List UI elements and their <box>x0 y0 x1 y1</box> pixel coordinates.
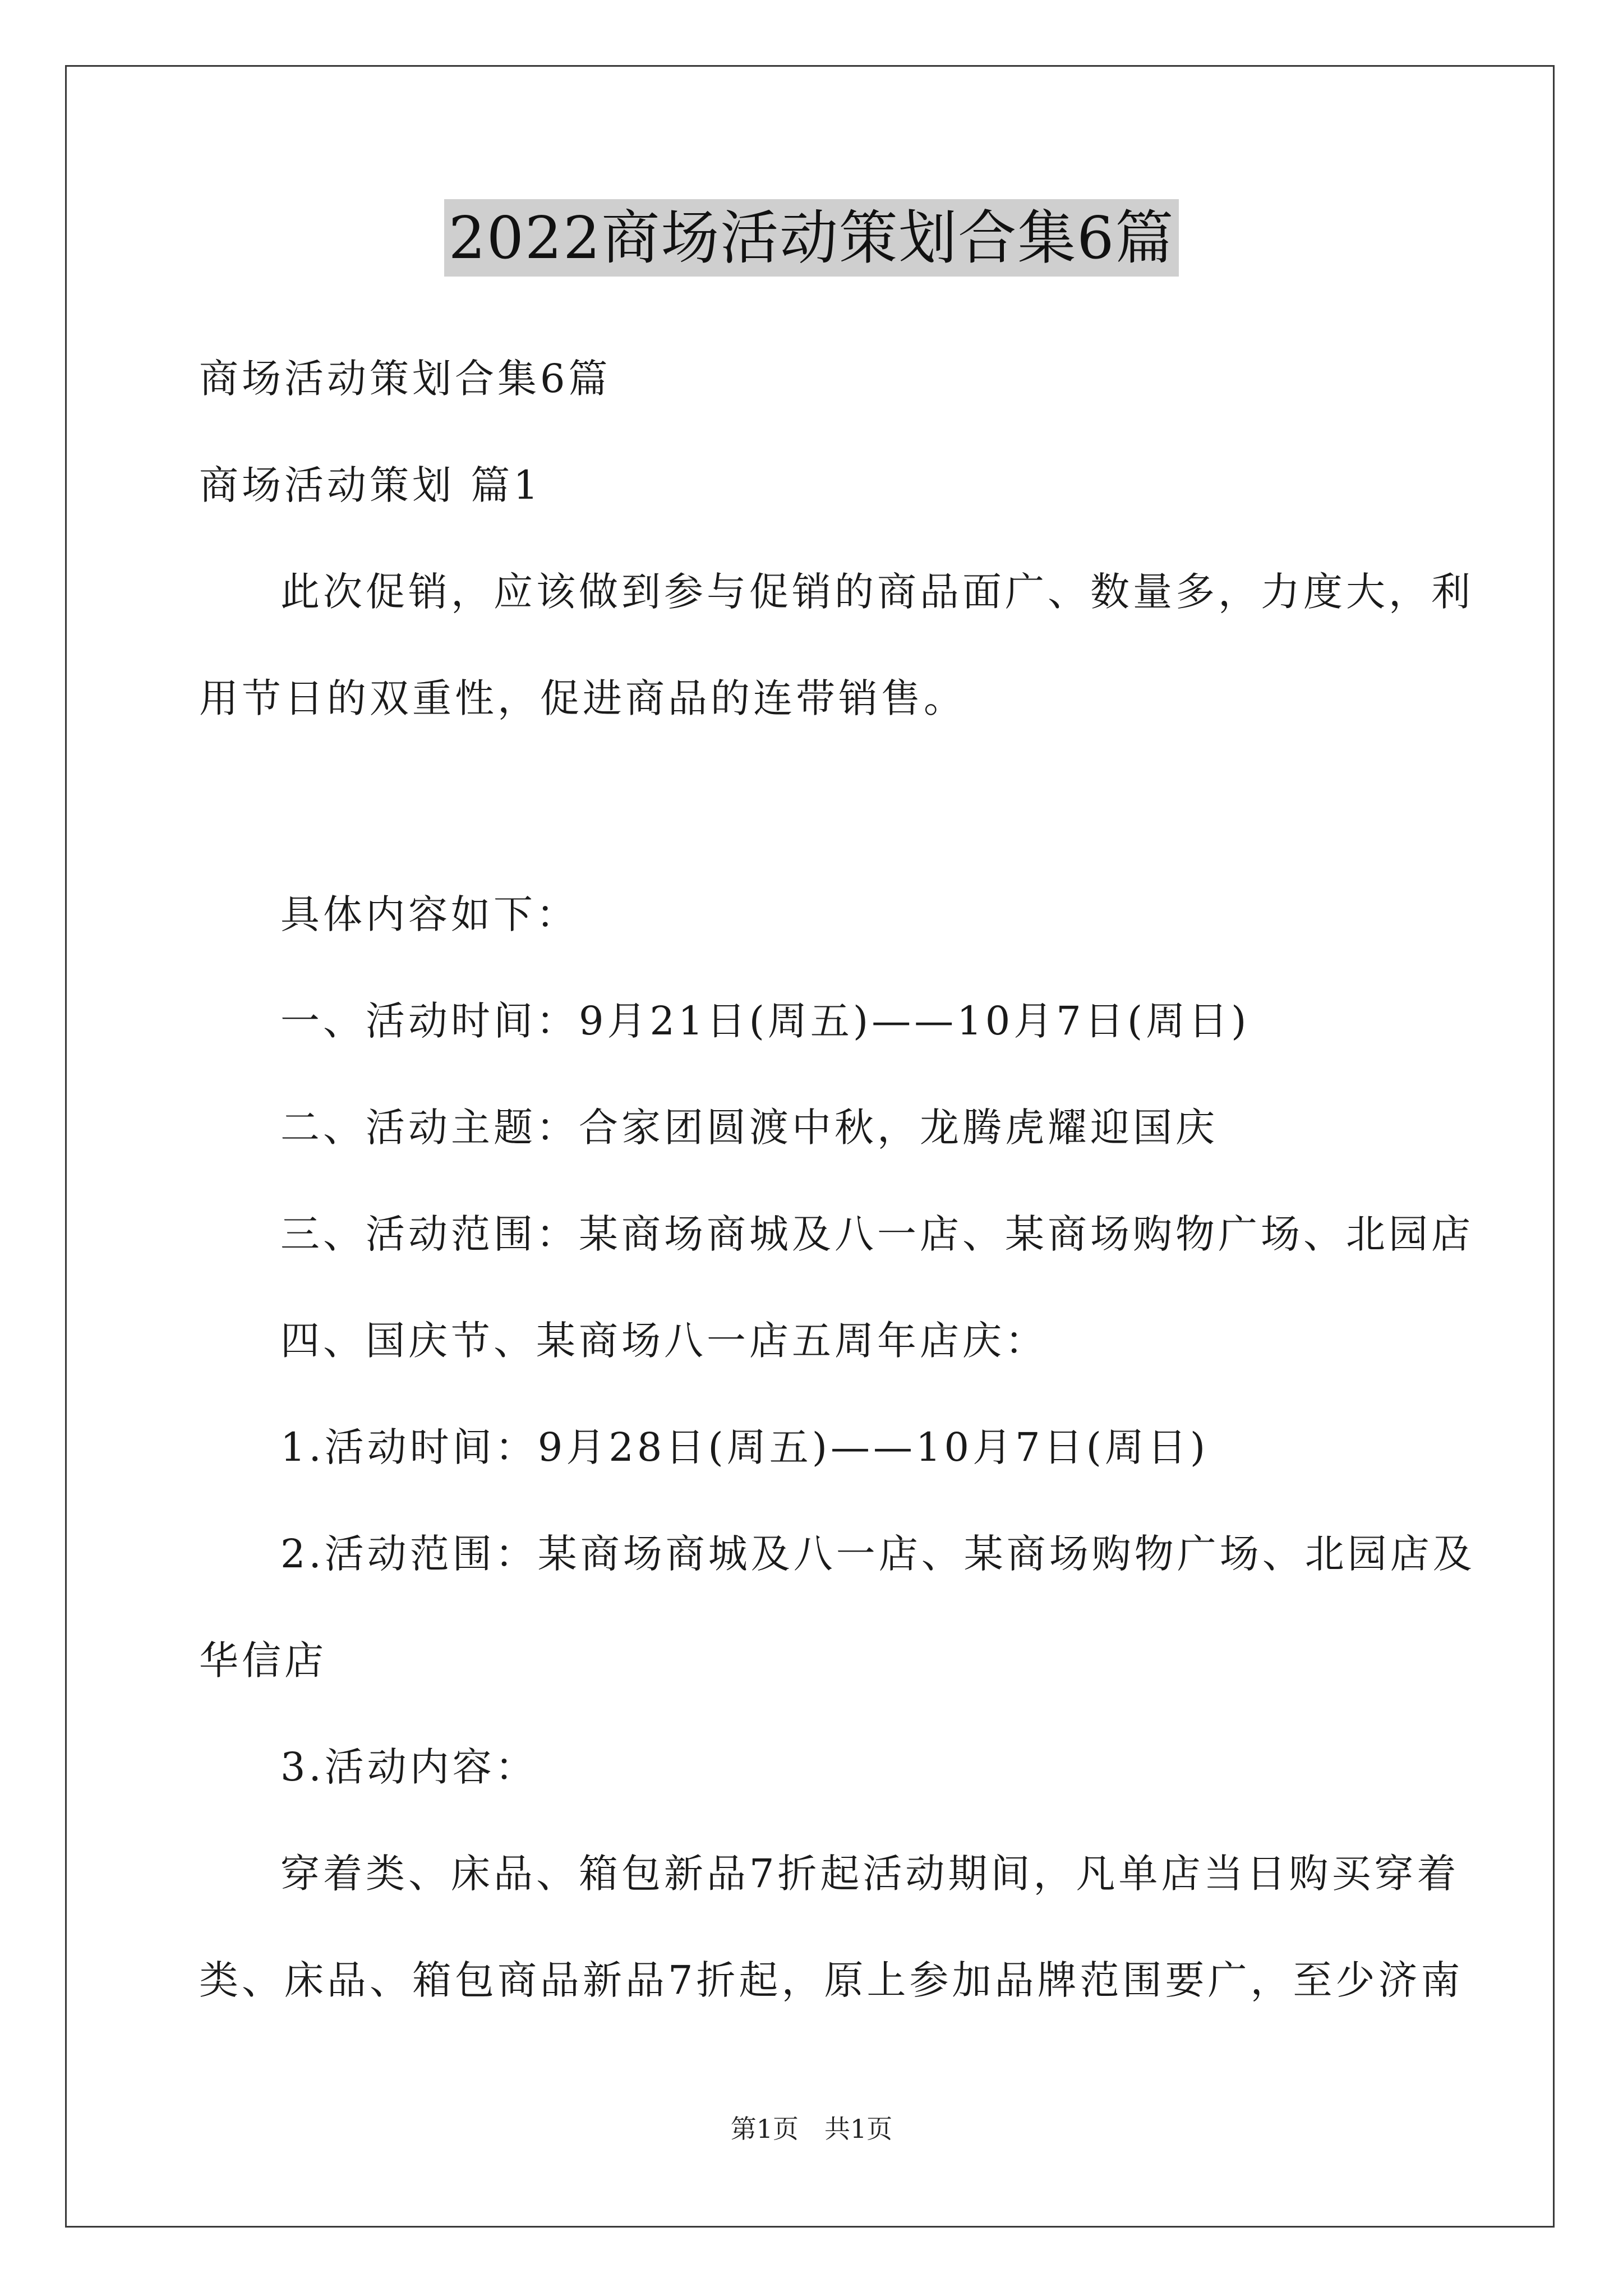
paragraph-line: 二、活动主题：合家团圆渡中秋，龙腾虎耀迎国庆 <box>280 1105 1218 1151</box>
paragraph-line: 3.活动内容： <box>280 1744 538 1790</box>
paragraph-line: 具体内容如下： <box>280 891 579 937</box>
section-heading: 商场活动策划 篇1 <box>199 462 542 508</box>
paragraph-line: 一、活动时间：9月21日(周五)——10月7日(周日) <box>280 998 1250 1044</box>
title-container <box>0 199 1623 277</box>
paragraph-line: 类、床品、箱包商品新品7折起，原上参加品牌范围要广，至少济南 <box>199 1957 1464 2003</box>
paragraph-line: 三、活动范围：某商场商城及八一店、某商场购物广场、北园店 <box>280 1211 1474 1257</box>
paragraph-line: 用节日的双重性，促进商品的连带销售。 <box>199 675 966 721</box>
paragraph-line: 2.活动范围：某商场商城及八一店、某商场购物广场、北园店及 <box>280 1531 1476 1577</box>
page-number-footer: 第1页 共1页 <box>730 2114 893 2144</box>
subtitle-line: 商场活动策划合集6篇 <box>199 356 611 402</box>
paragraph-line: 华信店 <box>199 1637 327 1683</box>
document-title: 2022商场活动策划合集6篇 <box>444 199 1179 277</box>
paragraph-line: 此次促销，应该做到参与促销的商品面广、数量多，力度大，利 <box>280 569 1474 615</box>
paragraph-line: 四、国庆节、某商场八一店五周年店庆： <box>280 1318 1048 1364</box>
paragraph-line: 1.活动时间：9月28日(周五)——10月7日(周日) <box>280 1424 1209 1470</box>
paragraph-line: 穿着类、床品、箱包新品7折起活动期间，凡单店当日购买穿着 <box>280 1851 1460 1897</box>
